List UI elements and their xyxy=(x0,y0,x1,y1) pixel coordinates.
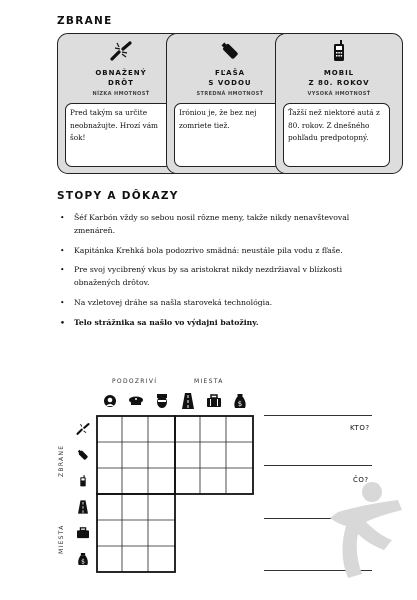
weapon-weight: STREDNÁ HMOTNOSŤ xyxy=(196,91,264,97)
answer-divider xyxy=(264,415,372,416)
runner-watermark xyxy=(318,478,414,590)
places-row-label: MIESTA xyxy=(58,524,65,554)
weapon-weight: VYSOKÁ HMOTNOSŤ xyxy=(307,91,371,97)
clue-item: • Telo strážnika sa našlo vo výdajni batožiny. xyxy=(57,317,377,330)
baggage-claim-icon xyxy=(201,391,227,411)
weapon-name-line: S VODOU xyxy=(208,79,252,87)
runway-icon xyxy=(72,494,94,520)
clue-item: • Pre svoj vycibrený vkus by sa aristokrat nikdy nezdržiaval v blízkosti obnažených drôtov. xyxy=(57,264,377,290)
clue-item: • Na vzletovej dráhe sa našla staroveká technológia. xyxy=(57,297,377,310)
weapon-name-line: FĽAŠA xyxy=(214,69,246,77)
weapon-description: Pred takým sa určite neobnažujte. Hrozí vám šok! xyxy=(65,103,172,167)
weapon-name-line: Z 80. ROKOV xyxy=(308,79,370,87)
weapon-name-line: DRÔT xyxy=(108,79,134,87)
logic-grid[interactable] xyxy=(96,415,256,575)
severed-wire-icon xyxy=(72,416,94,442)
weapon-description: Ťažší než niektoré autá z 80. rokov. Z dnešného pohľadu predpotopný. xyxy=(283,103,390,167)
suspect-captain-icon xyxy=(123,391,149,411)
weapons-row-label: ZBRANE xyxy=(58,444,65,477)
suspects-label: PODOZRIVÍ xyxy=(112,378,158,385)
clues-heading: STOPY A DÔKAZY xyxy=(57,190,179,202)
exchange-office-icon xyxy=(227,391,253,411)
who-label: KTO? xyxy=(350,424,370,432)
runway-icon xyxy=(175,391,201,411)
what-label: ČO? xyxy=(353,476,369,484)
weapon-name-line: OBNAŽENÝ xyxy=(95,69,147,77)
clue-item: • Šéf Karbón vždy so sebou nosil rôzne meny, takže nikdy nenavštevoval zmenáreň. xyxy=(57,212,377,238)
weapon-description: Iróniou je, že bez nej zomriete tiež. xyxy=(174,103,281,167)
svg-text:$: $ xyxy=(81,558,85,566)
exchange-office-icon xyxy=(72,546,94,572)
baggage-claim-icon xyxy=(72,520,94,546)
suspect-guard-icon xyxy=(149,391,175,411)
who-answer-line[interactable] xyxy=(264,465,372,466)
weapon-name-line: MOBIL xyxy=(323,69,355,77)
clue-item: • Kapitánka Krehká bola podozrivo smädná: neustále pila vodu z fľaše. xyxy=(57,245,377,258)
weapon-weight: NÍZKA HMOTNOSŤ xyxy=(92,91,150,97)
suspect-aristocrat-icon xyxy=(97,391,123,411)
clues-list xyxy=(57,212,377,337)
weapon-card-phone xyxy=(275,33,403,174)
mobile-phone-icon xyxy=(276,40,402,62)
weapons-heading: ZBRANE xyxy=(57,15,113,27)
mobile-phone-icon xyxy=(72,468,94,494)
svg-text:$: $ xyxy=(237,400,243,408)
bottle-icon xyxy=(72,442,94,468)
places-label: MIESTA xyxy=(194,378,224,385)
